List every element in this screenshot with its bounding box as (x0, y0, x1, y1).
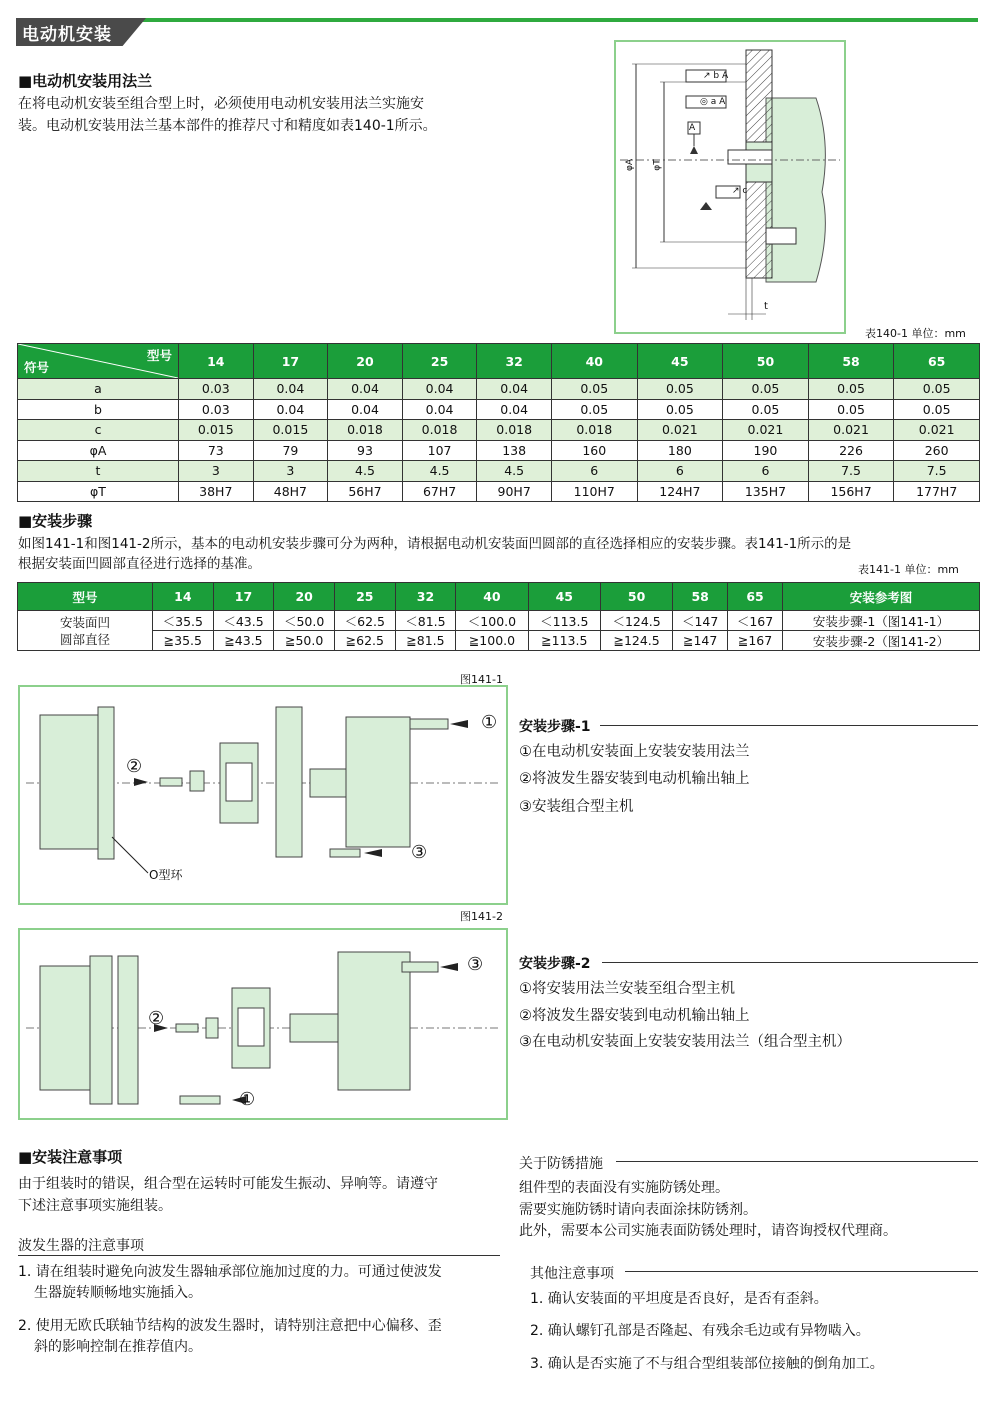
steps-para-1: 如图141-1和图141-2所示，基本的电动机安装步骤可分为两种，请根据电动机安装面凹圆部的直径选择相应的安装步骤。表141-1所示的是 (18, 536, 852, 552)
value-cell: 48H7 (253, 481, 328, 502)
other-note-3: 3. 确认是否实施了不与组合型组装部位接触的倒角加工。 (530, 1356, 884, 1372)
value-cell: 0.04 (402, 399, 477, 420)
datum-a-label: A (689, 123, 696, 133)
model-header-cell: 50 (723, 344, 809, 379)
value-cell: 260 (894, 440, 980, 461)
value-cell: 0.04 (253, 379, 328, 400)
value-cell: 4.5 (477, 461, 552, 482)
fig1-callout-2: ② (126, 756, 143, 777)
value-cell: 0.05 (723, 399, 809, 420)
diameter-cell: ≧167 (728, 631, 783, 651)
value-cell: 0.021 (808, 420, 894, 441)
fig2-callout-1: ① (239, 1089, 256, 1110)
value-cell: 90H7 (477, 481, 552, 502)
symbol-cell: a (18, 379, 179, 400)
rust-title: 关于防锈措施 (519, 1156, 603, 1172)
flange-section-title: ■电动机安装用法兰 (18, 72, 153, 90)
phiT-label: φT (652, 159, 663, 171)
model-header-cell: 58 (673, 583, 728, 611)
diameter-cell: ＜167 (728, 611, 783, 631)
value-cell: 107 (402, 440, 477, 461)
steps-para-2: 根据安装面凹圆部直径进行选择的基准。 (18, 556, 261, 572)
steps-section-title: ■安装步骤 (18, 512, 93, 530)
diameter-cell: ≧43.5 (213, 631, 274, 651)
diameter-cell: ≧35.5 (153, 631, 214, 651)
diameter-cell: ＜147 (673, 611, 728, 631)
model-header-cell: 20 (328, 344, 403, 379)
model-header: 型号 (18, 583, 153, 611)
model-header-cell: 45 (637, 344, 723, 379)
model-header-cell: 65 (728, 583, 783, 611)
value-cell: 0.04 (328, 399, 403, 420)
value-cell: 0.05 (551, 399, 637, 420)
ref-cell: 安装步骤-1（图141-1） (783, 611, 980, 631)
step2-item-3: ③在电动机安装面上安装安装用法兰（组合型主机） (519, 1034, 851, 1050)
value-cell: 0.018 (328, 420, 403, 441)
value-cell: 0.03 (179, 379, 254, 400)
table-row (18, 611, 980, 631)
model-header-cell: 50 (600, 583, 672, 611)
diameter-cell: ＜100.0 (456, 611, 528, 631)
value-cell: 0.04 (477, 399, 552, 420)
model-header-cell: 25 (334, 583, 395, 611)
value-cell: 79 (253, 440, 328, 461)
table-row (18, 631, 980, 651)
rust-line-2: 需要实施防锈时请向表面涂抹防锈剂。 (519, 1202, 757, 1218)
table1-caption: 表140-1 单位：mm (865, 327, 966, 340)
table-row (18, 399, 980, 420)
value-cell: 56H7 (328, 481, 403, 502)
diameter-cell: ＜113.5 (528, 611, 600, 631)
model-header-cell: 40 (551, 344, 637, 379)
value-cell: 3 (253, 461, 328, 482)
model-header-cell: 40 (456, 583, 528, 611)
table-corner-cell: 型号 符号 (18, 344, 179, 379)
value-cell: 0.04 (328, 379, 403, 400)
step-selection-table (17, 582, 980, 651)
step1-title: 安装步骤-1 (519, 719, 591, 735)
fig2-callout-2: ② (148, 1008, 165, 1029)
phiA-label: φA (625, 158, 636, 172)
diameter-cell: ＜35.5 (153, 611, 214, 631)
diameter-cell: ＜50.0 (274, 611, 335, 631)
value-cell: 138 (477, 440, 552, 461)
table-row (18, 461, 980, 482)
table-header-row (18, 583, 980, 611)
tol-a-a: ◎ a A (700, 97, 726, 107)
symbol-cell: φT (18, 481, 179, 502)
step1-rule (600, 725, 978, 726)
fig2-caption: 图141-2 (460, 910, 503, 923)
value-cell: 6 (637, 461, 723, 482)
page-title: 电动机安装 (22, 25, 112, 45)
value-cell: 0.05 (894, 379, 980, 400)
value-cell: 0.021 (894, 420, 980, 441)
value-cell: 6 (723, 461, 809, 482)
diameter-cell: ≧62.5 (334, 631, 395, 651)
header-rule (16, 18, 978, 22)
model-header-cell: 17 (213, 583, 274, 611)
diameter-cell: ≧81.5 (395, 631, 456, 651)
value-cell: 0.05 (808, 379, 894, 400)
wg-note-2a: 2. 使用无欧氏联轴节结构的波发生器时，请特别注意把中心偏移、歪 (18, 1318, 442, 1334)
symbol-cell: c (18, 420, 179, 441)
fig2-callout-3: ③ (467, 954, 484, 975)
flange-diagram (614, 40, 846, 334)
wg-note-2b: 斜的影响控制在推荐值内。 (34, 1339, 202, 1355)
diameter-cell: ＜62.5 (334, 611, 395, 631)
tol-b-a: ↗ b A (703, 71, 729, 81)
model-header-cell: 14 (179, 344, 254, 379)
rust-line-3: 此外，需要本公司实施表面防锈处理时，请咨询授权代理商。 (519, 1223, 897, 1239)
value-cell: 73 (179, 440, 254, 461)
flange-spec-table (17, 343, 980, 502)
wg-note-1b: 生器旋转顺畅地实施插入。 (34, 1285, 202, 1301)
value-cell: 0.04 (402, 379, 477, 400)
flange-para-1: 在将电动机安装至组合型上时，必须使用电动机安装用法兰实施安 (18, 96, 424, 112)
value-cell: 0.05 (808, 399, 894, 420)
flange-para-2: 装。电动机安装用法兰基本部件的推荐尺寸和精度如表140-1所示。 (18, 118, 437, 134)
model-header-cell: 25 (402, 344, 477, 379)
ref-header: 安装参考图 (783, 583, 980, 611)
diameter-cell: ＜81.5 (395, 611, 456, 631)
symbol-cell: φA (18, 440, 179, 461)
tol-c: ↗ c (732, 186, 748, 196)
value-cell: 0.05 (551, 379, 637, 400)
diameter-cell: ＜43.5 (213, 611, 274, 631)
ref-cell: 安装步骤-2（图141-2） (783, 631, 980, 651)
fig1-drawing (20, 687, 506, 903)
value-cell: 0.021 (723, 420, 809, 441)
symbol-cell: b (18, 399, 179, 420)
step1-item-3: ③安装组合型主机 (519, 799, 634, 815)
diameter-cell: ≧147 (673, 631, 728, 651)
fig2-drawing (20, 930, 506, 1118)
fig1-diagram (18, 685, 508, 905)
wg-notes-title: 波发生器的注意事项 (18, 1238, 144, 1254)
rust-rule (616, 1161, 978, 1162)
value-cell: 4.5 (402, 461, 477, 482)
notes-section-title: ■安装注意事项 (18, 1148, 123, 1166)
model-header-cell: 20 (274, 583, 335, 611)
value-cell: 124H7 (637, 481, 723, 502)
value-cell: 190 (723, 440, 809, 461)
value-cell: 156H7 (808, 481, 894, 502)
wg-notes-rule (18, 1255, 500, 1256)
step2-item-1: ①将安装用法兰安装至组合型主机 (519, 981, 735, 997)
diameter-cell: ≧124.5 (600, 631, 672, 651)
value-cell: 0.03 (179, 399, 254, 420)
table-row (18, 379, 980, 400)
symbol-cell: t (18, 461, 179, 482)
step1-item-2: ②将波发生器安装到电动机输出轴上 (519, 771, 750, 787)
value-cell: 6 (551, 461, 637, 482)
value-cell: 0.05 (637, 399, 723, 420)
diameter-cell: ≧113.5 (528, 631, 600, 651)
value-cell: 4.5 (328, 461, 403, 482)
model-header-cell: 45 (528, 583, 600, 611)
value-cell: 0.05 (894, 399, 980, 420)
fig2-diagram (18, 928, 508, 1120)
value-cell: 110H7 (551, 481, 637, 502)
fig1-callout-3: ③ (411, 842, 428, 863)
value-cell: 0.05 (723, 379, 809, 400)
model-header-cell: 58 (808, 344, 894, 379)
value-cell: 7.5 (808, 461, 894, 482)
table-row (18, 420, 980, 441)
table-header-row (18, 344, 980, 379)
other-note-2: 2. 确认螺钉孔部是否隆起、有残余毛边或有异物啮入。 (530, 1323, 870, 1339)
value-cell: 67H7 (402, 481, 477, 502)
value-cell: 0.015 (253, 420, 328, 441)
t-label: t (764, 301, 768, 312)
table-row (18, 481, 980, 502)
model-header-cell: 65 (894, 344, 980, 379)
value-cell: 0.015 (179, 420, 254, 441)
model-header-cell: 32 (477, 344, 552, 379)
step2-item-2: ②将波发生器安装到电动机输出轴上 (519, 1008, 750, 1024)
other-rule (625, 1271, 978, 1272)
value-cell: 0.021 (637, 420, 723, 441)
value-cell: 0.04 (477, 379, 552, 400)
diameter-cell: ≧100.0 (456, 631, 528, 651)
fig1-caption: 图141-1 (460, 673, 503, 686)
step1-item-1: ①在电动机安装面上安装安装用法兰 (519, 744, 750, 760)
diameter-label: 安装面凹 圆部直径 (18, 611, 153, 651)
value-cell: 0.05 (637, 379, 723, 400)
step2-title: 安装步骤-2 (519, 956, 591, 972)
rust-line-1: 组件型的表面没有实施防锈处理。 (519, 1180, 729, 1196)
other-title: 其他注意事项 (530, 1266, 614, 1282)
value-cell: 0.018 (477, 420, 552, 441)
fig1-callout-1: ① (481, 712, 498, 733)
value-cell: 0.018 (551, 420, 637, 441)
value-cell: 0.04 (253, 399, 328, 420)
other-note-1: 1. 确认安装面的平坦度是否良好，是否有歪斜。 (530, 1291, 828, 1307)
notes-para-1: 由于组装时的错误，组合型在运转时可能发生振动、异响等。请遵守 (18, 1176, 438, 1192)
value-cell: 135H7 (723, 481, 809, 502)
model-header-cell: 17 (253, 344, 328, 379)
table2-caption: 表141-1 单位：mm (858, 563, 959, 576)
oring-label: O型环 (149, 868, 183, 882)
value-cell: 7.5 (894, 461, 980, 482)
diameter-cell: ≧50.0 (274, 631, 335, 651)
value-cell: 93 (328, 440, 403, 461)
value-cell: 177H7 (894, 481, 980, 502)
step2-rule (602, 962, 978, 963)
table-row (18, 440, 980, 461)
value-cell: 38H7 (179, 481, 254, 502)
notes-para-2: 下述注意事项实施组装。 (18, 1198, 172, 1214)
value-cell: 180 (637, 440, 723, 461)
value-cell: 0.018 (402, 420, 477, 441)
value-cell: 160 (551, 440, 637, 461)
value-cell: 226 (808, 440, 894, 461)
flange-drawing (616, 42, 844, 332)
wg-note-1a: 1. 请在组装时避免向波发生器轴承部位施加过度的力。可通过使波发 (18, 1264, 442, 1280)
value-cell: 3 (179, 461, 254, 482)
model-header-cell: 14 (153, 583, 214, 611)
model-header-cell: 32 (395, 583, 456, 611)
diameter-cell: ＜124.5 (600, 611, 672, 631)
